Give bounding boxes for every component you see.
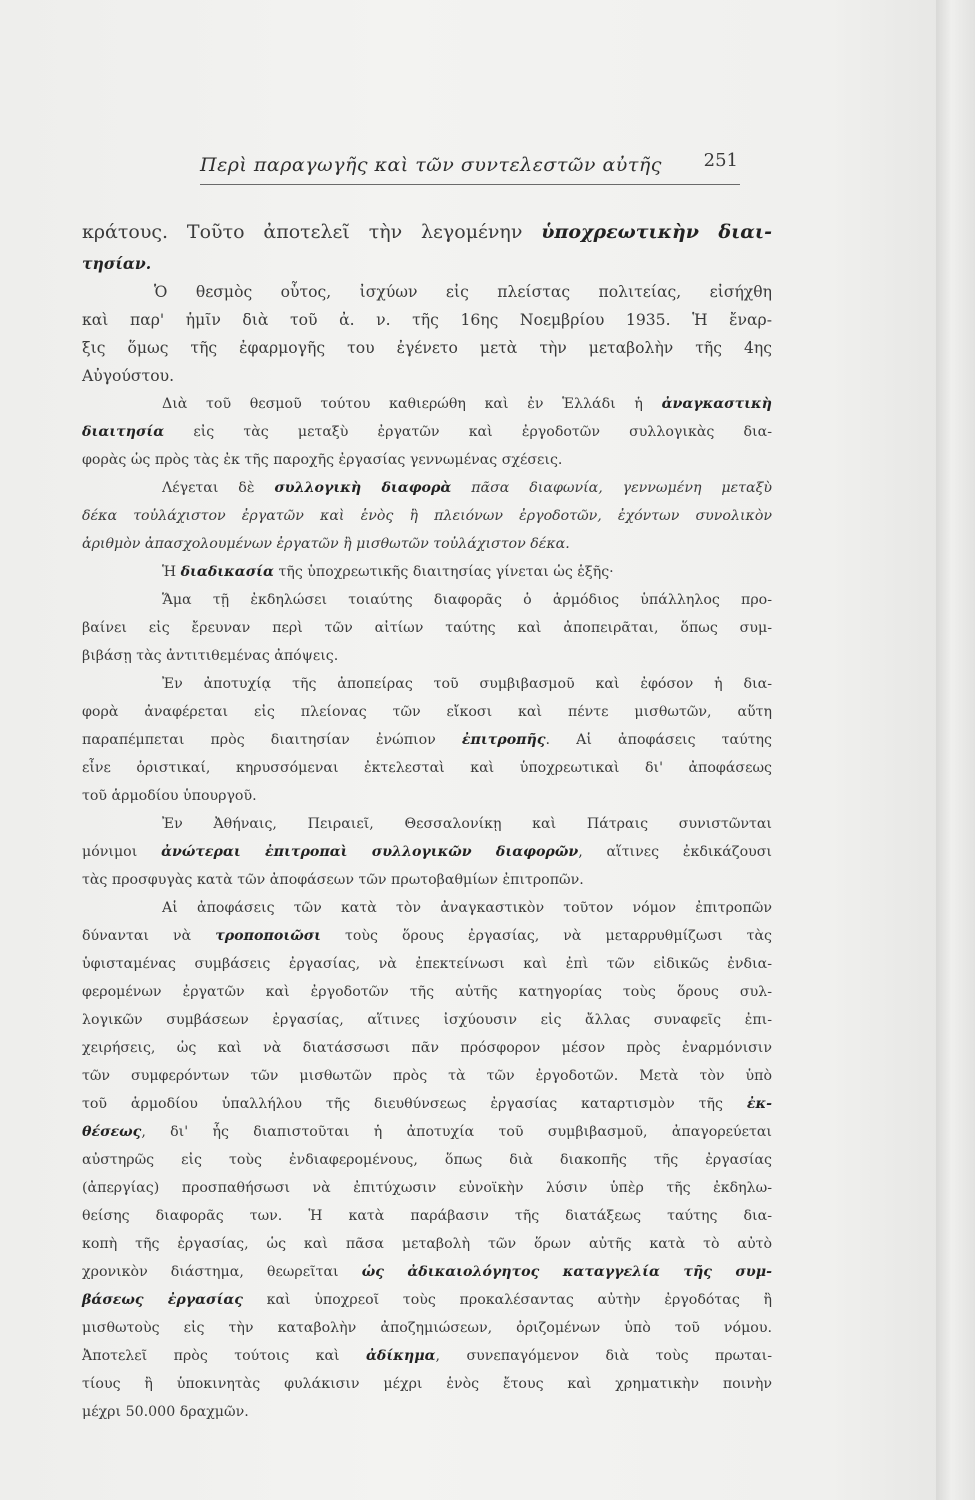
text-line: βαίνει εἰς ἔρευναν περὶ τῶν αἰτίων ταύτης καὶ ἀποπειρᾶται, ὅπως συμ-	[82, 620, 772, 636]
text-line: παραπέμπεται πρὸς διαιτησίαν ἐνώπιον ἐπιτροπῆς. Αἱ ἀποφάσεις ταύτης	[82, 732, 773, 748]
header-title: Περὶ παραγωγῆς καὶ τῶν συντελεστῶν αὐτῆς	[200, 154, 662, 176]
paragraph-start: Ἅμα τῇ ἐκδηλώσει τοιαύτης διαφορᾶς ὁ ἁρμόδιος ὑπάλληλος προ-	[162, 592, 772, 608]
text-line: ὑφισταμένας συμβάσεις ἐργασίας, νὰ ἐπεκτείνωσι καὶ ἐπὶ τῶν εἰδικῶς ἐνδια-	[82, 956, 772, 972]
paragraph-start: Ὁ θεσμὸς οὗτος, ἰσχύων εἰς πλείστας πολιτείας, εἰσήχθη	[154, 283, 772, 301]
body-text	[82, 214, 772, 1426]
text-line: ξις ὅμως τῆς ἐφαρμογῆς του ἐγένετο μετὰ τὴν μεταβολὴν τῆς 4ης	[82, 339, 772, 357]
page-edge	[936, 0, 975, 1500]
text-line: καὶ παρ' ἡμῖν διὰ τοῦ ἀ. ν. τῆς 16ης Νοεμβρίου 1935. Ἡ ἔναρ-	[82, 311, 772, 329]
text-line: θείσης διαφορᾶς των. Ἡ κατὰ παράβασιν τῆς διατάξεως ταύτης δια-	[82, 1208, 772, 1224]
text-line: κράτους. Τοῦτο ἀποτελεῖ τὴν λεγομένην ὑποχρεωτικὴν διαι-	[82, 221, 772, 243]
text-line: βάσεως ἐργασίας καὶ ὑποχρεοῖ τοὺς προκαλέσαντας αὐτὴν ἐργοδότας ἢ	[82, 1292, 772, 1308]
text-line: τὰς προσφυγὰς κατὰ τῶν ἀποφάσεων τῶν πρωτοβαθμίων ἐπιτροπῶν.	[82, 872, 584, 888]
text-line: τοῦ ἁρμοδίου ὑπουργοῦ.	[82, 788, 257, 804]
paragraph-start: Λέγεται δὲ συλλογικὴ διαφορὰ πᾶσα διαφωνία, γεννωμένη μεταξὺ	[162, 480, 773, 496]
text-line: Ἀποτελεῖ πρὸς τούτοις καὶ ἀδίκημα, συνεπαγόμενον διὰ τοὺς πρωται-	[82, 1348, 772, 1364]
paragraph-start: Διὰ τοῦ θεσμοῦ τούτου καθιερώθη καὶ ἐν Ἑλλάδι ἡ ἀναγκαστικὴ	[162, 396, 772, 412]
text-line: δέκα τοὐλάχιστον ἐργατῶν καὶ ἑνὸς ἢ πλειόνων ἐργοδοτῶν, ἐχόντων συνολικὸν	[82, 508, 772, 524]
text-line: διαιτησία εἰς τὰς μεταξὺ ἐργατῶν καὶ ἐργοδοτῶν συλλογικὰς δια-	[82, 424, 772, 440]
text-line: χειρήσεις, ὡς καὶ νὰ διατάσσωσι πᾶν πρόσφορον μέσον πρὸς ἐναρμόνισιν	[82, 1040, 772, 1056]
text-line: τῶν συμφερόντων τῶν μισθωτῶν πρὸς τὰ τῶν ἐργοδοτῶν. Μετὰ τὸν ὑπὸ	[82, 1068, 772, 1084]
text-line: αὐστηρῶς εἰς τοὺς ἐνδιαφερομένους, ὅπως διὰ διακοπῆς τῆς ἐργασίας	[82, 1152, 772, 1168]
text-line: (ἀπεργίας) προσπαθήσωσι νὰ ἐπιτύχωσιν εὐνοϊκὴν λύσιν ὑπὲρ τῆς ἐκδηλω-	[82, 1180, 772, 1196]
page-number: 251	[703, 150, 738, 171]
text-line: βιβάσῃ τὰς ἀντιτιθεμένας ἀπόψεις.	[82, 648, 339, 664]
text-line: τησίαν.	[82, 254, 152, 273]
text-line: τοῦ ἁρμοδίου ὑπαλλήλου τῆς διευθύνσεως ἐργασίας καταρτισμὸν τῆς ἐκ-	[82, 1096, 772, 1112]
text-line: κοπὴ τῆς ἐργασίας, ὡς καὶ πᾶσα μεταβολὴ τῶν ὅρων αὐτῆς κατὰ τὸ αὐτὸ	[82, 1236, 772, 1252]
text-line: μέχρι 50.000 δραχμῶν.	[82, 1404, 249, 1420]
text-line: λογικῶν συμβάσεων ἐργασίας, αἵτινες ἰσχύουσιν εἰς ἄλλας συναφεῖς ἐπι-	[82, 1012, 772, 1028]
text-line: Αὐγούστου.	[82, 367, 175, 385]
paragraph-start: Αἱ ἀποφάσεις τῶν κατὰ τὸν ἀναγκαστικὸν τοῦτον νόμον ἐπιτροπῶν	[162, 900, 772, 916]
text-line: ἀριθμὸν ἀπασχολουμένων ἐργατῶν ἢ μισθωτῶν τοὐλάχιστον δέκα.	[82, 536, 570, 552]
text-line: μόνιμοι ἀνώτεραι ἐπιτροπαὶ συλλογικῶν διαφορῶν, αἵτινες ἐκδικάζουσι	[82, 844, 772, 860]
text-line: φερομένων ἐργατῶν καὶ ἐργοδοτῶν τῆς αὐτῆς κατηγορίας τοὺς ὅρους συλ-	[82, 984, 772, 1000]
text-line: χρονικὸν διάστημα, θεωρεῖται ὡς ἀδικαιολόγητος καταγγελία τῆς συμ-	[82, 1264, 772, 1280]
text-line: φορὰ ἀναφέρεται εἰς πλείονας τῶν εἴκοσι καὶ πέντε μισθωτῶν, αὕτη	[82, 704, 772, 720]
text-line: φορὰς ὡς πρὸς τὰς ἐκ τῆς παροχῆς ἐργασίας γεννωμένας σχέσεις.	[82, 452, 563, 468]
text-line: μισθωτοὺς εἰς τὴν καταβολὴν ἀποζημιώσεων, ὁριζομένων ὑπὸ τοῦ νόμου.	[82, 1320, 772, 1336]
text-line: θέσεως, δι' ἧς διαπιστοῦται ἡ ἀποτυχία τοῦ συμβιβασμοῦ, ἀπαγορεύεται	[82, 1124, 772, 1140]
text-line: δύνανται νὰ τροποποιῶσι τοὺς ὅρους ἐργασίας, νὰ μεταρρυθμίζωσι τὰς	[82, 928, 773, 944]
text-line: τίους ἢ ὑποκινητὰς φυλάκισιν μέχρι ἑνὸς ἔτους καὶ χρηματικὴν ποινὴν	[82, 1376, 772, 1392]
paragraph-start: Ἐν Ἀθήναις, Πειραιεῖ, Θεσσαλονίκῃ καὶ Πάτραις συνιστῶνται	[162, 816, 772, 832]
running-header	[200, 150, 740, 185]
text-line: εἶνε ὁριστικαί, κηρυσσόμεναι ἐκτελεσταὶ καὶ ὑποχρεωτικαὶ δι' ἀποφάσεως	[82, 760, 772, 776]
paragraph-start: Ἐν ἀποτυχίᾳ τῆς ἀποπείρας τοῦ συμβιβασμοῦ καὶ ἐφόσον ἡ δια-	[162, 676, 772, 692]
paragraph-start: Ἡ διαδικασία τῆς ὑποχρεωτικῆς διαιτησίας γίνεται ὡς ἑξῆς·	[162, 564, 614, 580]
